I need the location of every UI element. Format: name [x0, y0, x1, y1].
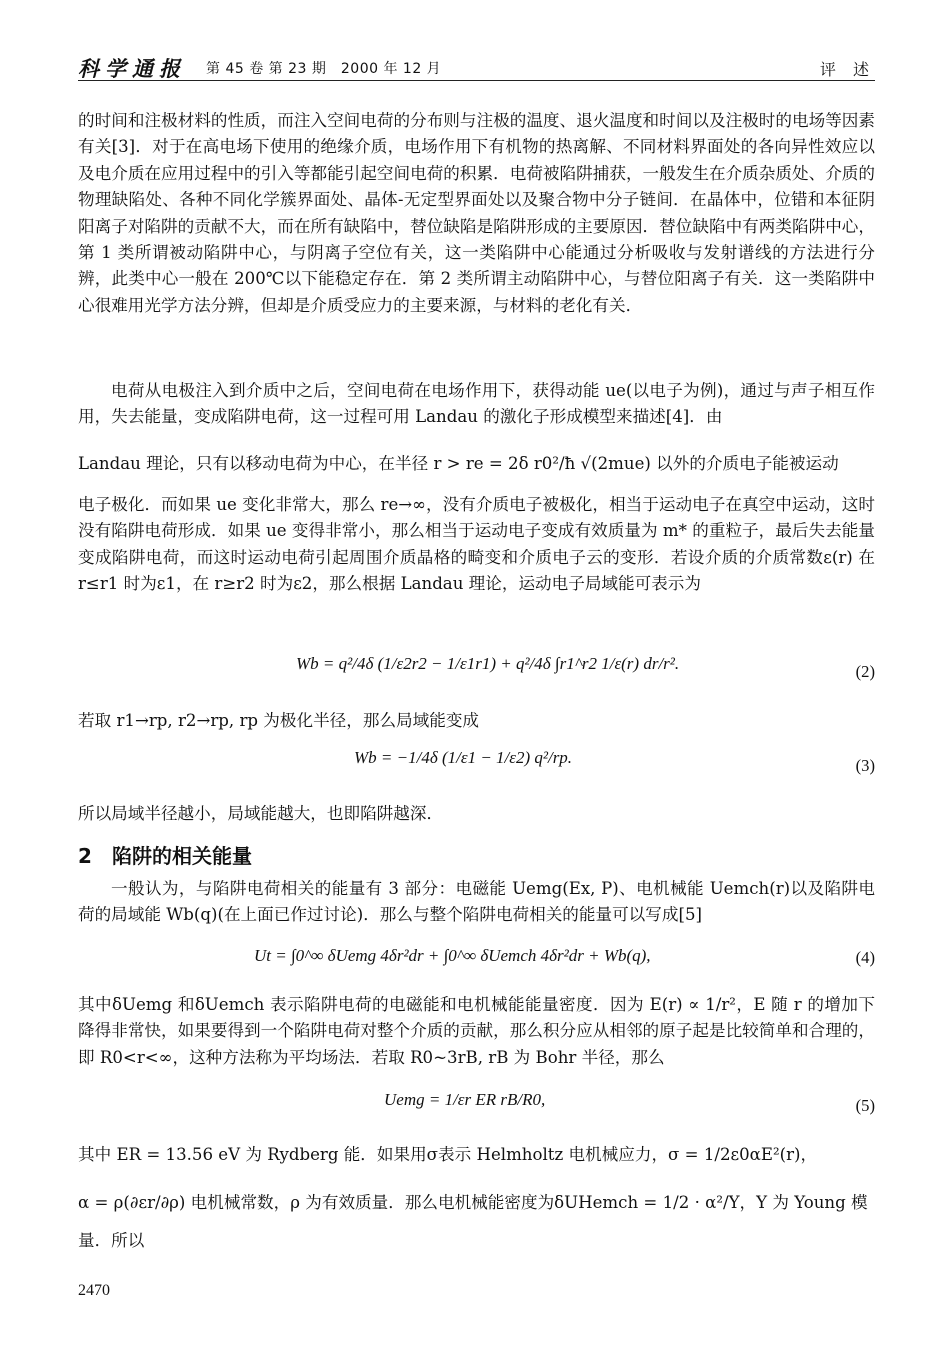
body-text: 电荷从电极注入到介质中之后，空间电荷在电场作用下，获得动能 ue(以电子为例)，通过与声子相互作用，失去能量，变成陷阱电荷，这一过程可用 Landau 的激化子形成模型来描述[4]．由 [78, 381, 875, 427]
equation-3 [78, 740, 875, 800]
equation-4 [78, 938, 875, 998]
running-header [78, 53, 875, 79]
body-text: α = ρ(∂εr/∂ρ) 电机械常数，ρ 为有效质量．那么电机械能密度为δUHemch = 1/2 · α²/Y，Y 为 Young 模 [78, 1193, 868, 1212]
equation-3-formula: Wb = −1/4δ (1/ε1 − 1/ε2) q²/rp. [354, 748, 573, 767]
paragraph-trap-mechanisms [78, 108, 875, 319]
equation-5-number: (5) [855, 1096, 875, 1115]
equation-2-formula: Wb = q²/4δ (1/ε2r2 − 1/ε1r1) + q²/4δ ∫r1^r2 1/ε(r) dr/r². [296, 654, 680, 673]
equation-4-number: (4) [855, 948, 875, 967]
paragraph-mean-field [78, 992, 875, 1071]
body-text: 的时间和注极材料的性质，而注入空间电荷的分布则与注极的温度、退火温度和时间以及注极时的电场等因素有关[3]．对于在高电场下使用的绝缘介质，电场作用下有机物的热离解、不同材料界面处的各向异性效应以及电介质在应用过程中的引入等都能引起空间电荷的积累．电荷被陷阱捕获，一般发生在介质杂质处、介质的物理缺陷处、各种不同化学簇界面处、晶体-无定型界面处以及聚合物中分子链间．在晶体中，位错和本征阴阳离子对陷阱的贡献不大，而在所有缺陷中，替位缺陷是陷阱形成的主要原因．替位缺陷中有两类陷阱中心，第 1 类所谓被动陷阱中心，与阴离子空位有关，这一类陷阱中心能通过分析吸收与发射谱线的方法进行分辨，此类中心一般在 200℃以下能稳定存在．第 2 类所谓主动陷阱中心，与替位阳离子有关．这一类陷阱中心很难用光学方法分辨，但却是介质受应力的主要来源，与材料的老化有关． [78, 111, 875, 315]
paragraph-electromechanical [78, 1190, 875, 1216]
paragraph-therefore [78, 1228, 875, 1254]
issue-info: 第 45 卷 第 23 期 2000 年 12 月 [206, 61, 442, 77]
section-heading [78, 840, 252, 869]
equation-4-formula: Ut = ∫0^∞ δUemg 4δr²dr + ∫0^∞ δUemch 4δr²dr + Wb(q), [254, 946, 651, 965]
section-tag: 评 述 [819, 60, 875, 79]
paragraph-energy-components [78, 876, 875, 929]
journal-title: 科学通报 [78, 56, 186, 81]
paragraph-landau-model [78, 378, 875, 431]
page-number: 2470 [78, 1282, 110, 1299]
body-text: 电子极化．而如果 ue 变化非常大，那么 re→∞，没有介质电子被极化，相当于运动电子在真空中运动，这时没有陷阱电荷形成．如果 ue 变得非常小，那么相当于运动电子变成有效质量为 m* 的重粒子，最后失去能量变成陷阱电荷，而这时运动电荷引起周围介质晶格的畸变和介质电子云的变形．若设介质的介质常数ε(r) 在 r≤r1 时为ε1，在 r≥r2 时为ε2，那么根据 Landau 理论，运动电子局域能可表示为 [78, 495, 875, 594]
equation-2-number: (2) [855, 662, 875, 681]
section-number: 2 [78, 844, 92, 868]
body-text: 量．所以 [78, 1231, 145, 1250]
body-text: 其中 ER = 13.56 eV 为 Rydberg 能．如果用σ表示 Helmholtz 电机械应力，σ = 1/2ε0αE²(r)， [78, 1145, 818, 1164]
body-text: 其中δUemg 和δUemch 表示陷阱电荷的电磁能和电机械能能量密度．因为 E(r) ∝ 1/r²，E 随 r 的增加下降得非常快，如果要得到一个陷阱电荷对整个介质的贡献，那么积分应从相邻的原子起是比较简单和合理的，即 R0<r<∞，这种方法称为平均场法．若取 R0~3rB, rB 为 Bohr 半径，那么 [78, 995, 875, 1067]
body-text: Landau 理论，只有以移动电荷为中心，在半径 r > re = 2δ r0²/ħ √(2mue) 以外的介质电子能被运动 [78, 454, 839, 473]
paragraph-polarization [78, 492, 875, 598]
equation-3-number: (3) [855, 756, 875, 775]
body-text: 一般认为，与陷阱电荷相关的能量有 3 部分：电磁能 Uemg(Ex, P)、电机械能 Uemch(r)以及陷阱电荷的局域能 Wb(q)(在上面已作过讨论)．那么与整个陷阱电荷相关的能量可以写成[5] [78, 879, 875, 925]
paragraph-landau-radius [78, 451, 875, 477]
equation-2 [78, 648, 875, 708]
body-text: 若取 r1→rp, r2→rp, rp 为极化半径，那么局域能变成 [78, 711, 480, 730]
paragraph-rydberg [78, 1142, 875, 1168]
paragraph-conclusion [78, 801, 875, 827]
header-rule [78, 80, 875, 81]
paragraph-polarization-radius [78, 708, 875, 734]
equation-5 [78, 1082, 875, 1142]
body-text: 所以局域半径越小，局域能越大，也即陷阱越深． [78, 804, 444, 823]
section-title: 陷阱的相关能量 [112, 844, 252, 868]
equation-5-formula: Uemg = 1/εr ER rB/R0, [384, 1090, 546, 1109]
